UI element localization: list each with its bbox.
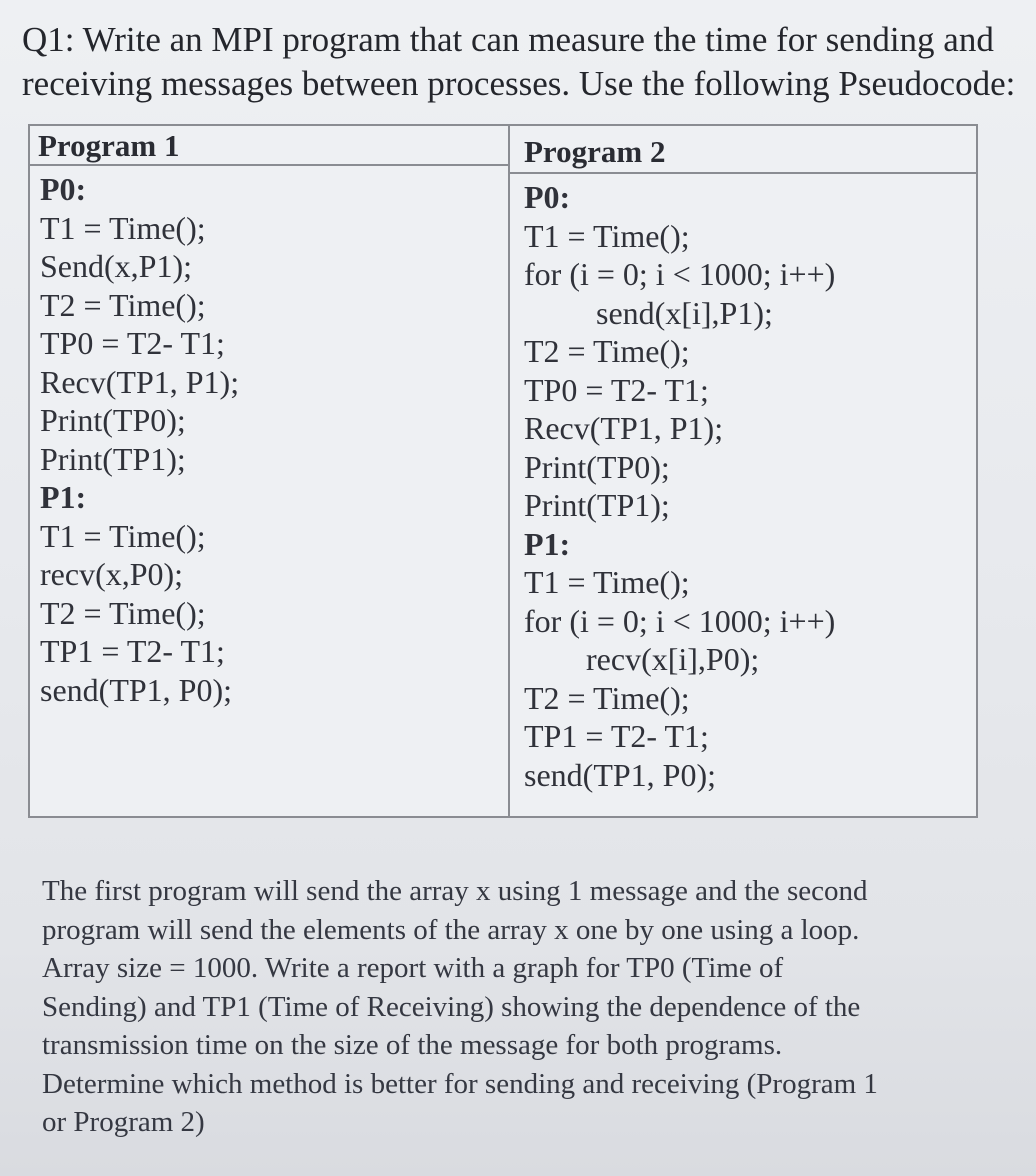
code-line: T1 = Time(); — [40, 209, 206, 246]
code-line: TP0 = T2- T1; — [524, 371, 709, 408]
code-line: T1 = Time(); — [40, 517, 206, 554]
code-line: send(x[i],P1); — [596, 294, 773, 331]
program-1-title: Program 1 — [30, 126, 508, 166]
code-line: T2 = Time(); — [524, 679, 690, 716]
description-line: Sending) and TP1 (Time of Receiving) showing the dependence of the — [42, 990, 861, 1023]
code-line: for (i = 0; i < 1000; i++) — [524, 602, 836, 639]
code-line: TP1 = T2- T1; — [40, 633, 225, 669]
program-2-column — [510, 126, 976, 816]
program-1-column — [30, 126, 510, 816]
description-line: Determine which method is better for sending and receiving (Program 1 — [42, 1067, 878, 1100]
code-line: recv(x[i],P0); — [586, 641, 760, 677]
process-label: P1: — [524, 525, 571, 562]
description-line: program will send the elements of the array x one by one using a loop. — [42, 913, 860, 946]
code-line: Print(TP0); — [40, 402, 186, 438]
process-label: P1: — [40, 479, 87, 515]
code-line: Print(TP0); — [524, 448, 670, 485]
code-line: Print(TP1); — [40, 440, 186, 477]
description-line: Array size = 1000. Write a report with a graph for TP0 (Time of — [42, 952, 784, 984]
description-line: or Program 2) — [42, 1106, 205, 1138]
pseudocode-table — [28, 124, 978, 818]
code-line: for (i = 0; i < 1000; i++) — [524, 256, 836, 292]
code-line: Print(TP1); — [524, 487, 670, 523]
question-line: Q1: Write an MPI program that can measure the time for sending and — [22, 20, 994, 59]
description-line: The first program will send the array x using 1 message and the second — [42, 875, 868, 907]
process-label: P0: — [40, 171, 87, 207]
program-2-title: Program 2 — [510, 126, 976, 174]
code-line: T2 = Time(); — [40, 594, 206, 631]
code-line: T2 = Time(); — [524, 333, 690, 369]
code-line: send(TP1, P0); — [40, 671, 232, 708]
description-line: transmission time on the size of the message for both programs. — [42, 1029, 783, 1061]
process-label: P0: — [524, 179, 571, 215]
code-line: T1 = Time(); — [524, 217, 690, 254]
program-1-code — [40, 170, 239, 709]
code-line: send(TP1, P0); — [524, 756, 716, 793]
code-line: Send(x,P1); — [40, 248, 192, 284]
question-line: receiving messages between processes. Use the following Pseudocode: — [22, 64, 1016, 103]
assignment-description — [42, 872, 1002, 1142]
program-2-code — [524, 178, 835, 794]
code-line: TP0 = T2- T1; — [40, 325, 225, 361]
code-line: T2 = Time(); — [40, 286, 206, 323]
code-line: TP1 = T2- T1; — [524, 718, 709, 754]
code-line: Recv(TP1, P1); — [40, 363, 240, 400]
code-line: T1 = Time(); — [524, 564, 690, 600]
question-text — [22, 18, 1016, 106]
code-line: recv(x,P0); — [40, 556, 184, 592]
code-line: Recv(TP1, P1); — [524, 410, 724, 446]
